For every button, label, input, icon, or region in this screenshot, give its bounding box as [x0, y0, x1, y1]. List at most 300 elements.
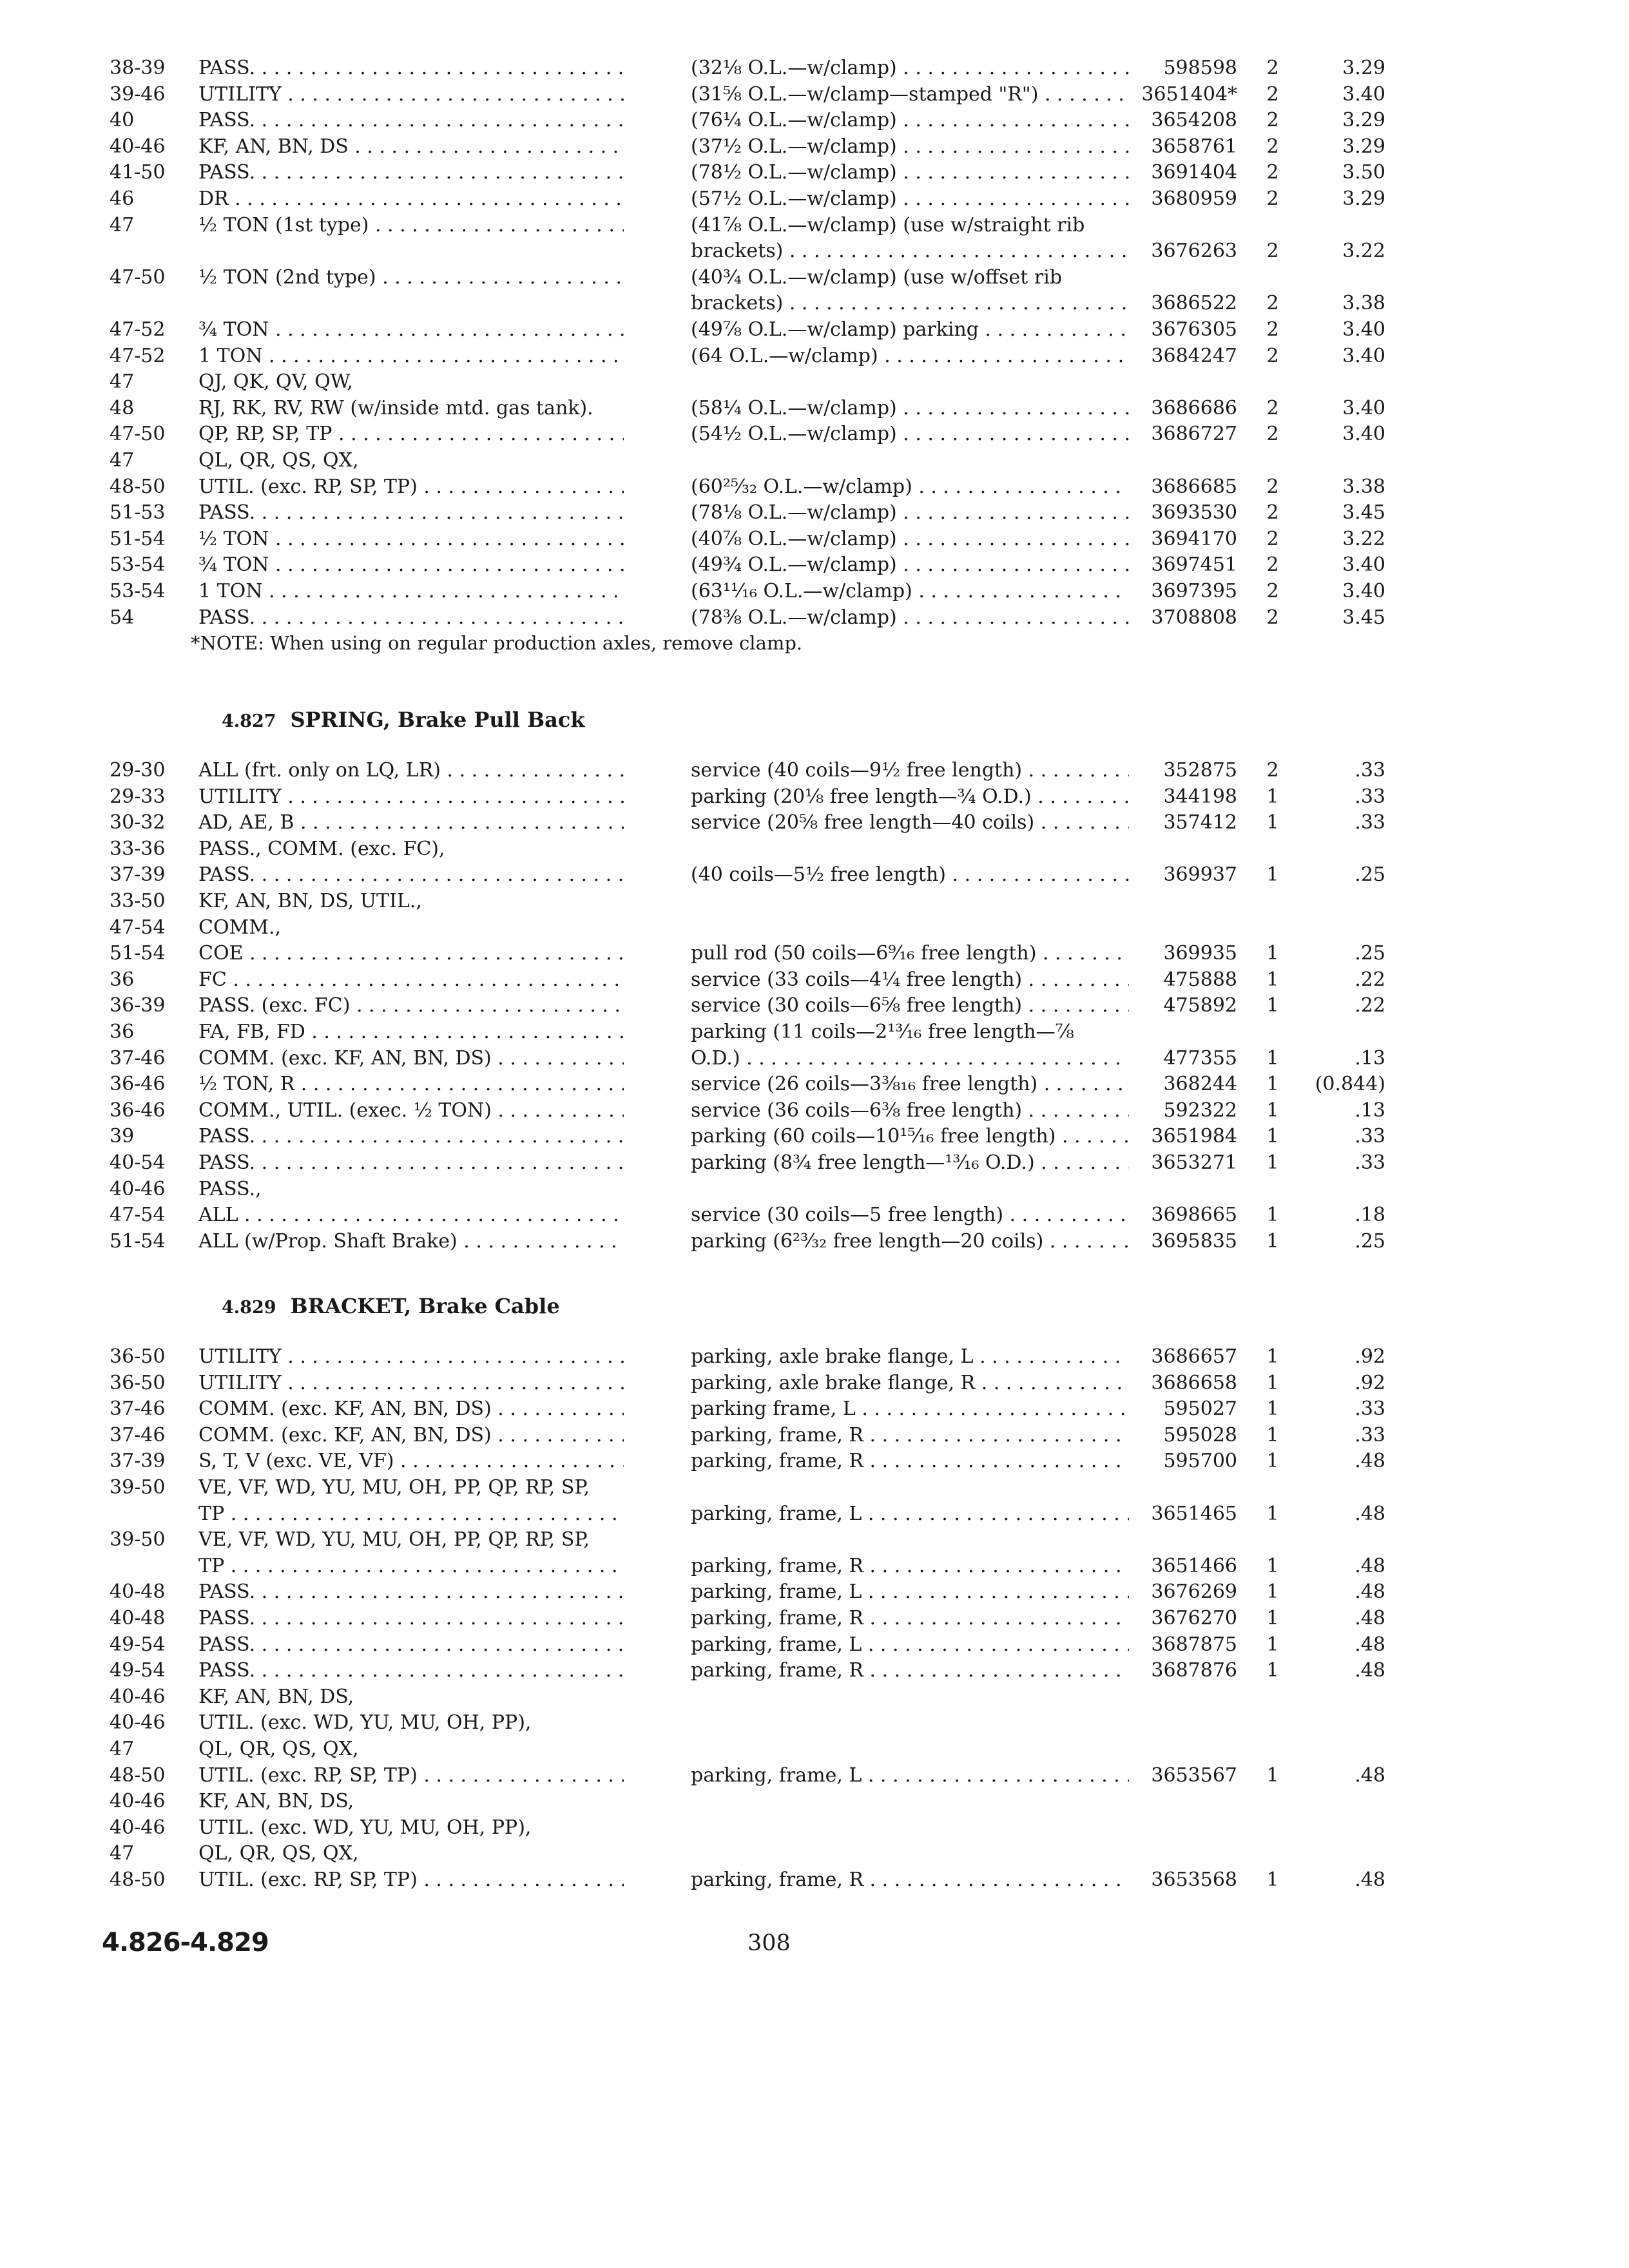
part-number: 3687875 [1151, 1633, 1237, 1656]
parts-row [0, 1344, 1629, 1370]
list-price: .33 [1354, 759, 1385, 782]
part-number: 595028 [1163, 1424, 1237, 1446]
quantity: 1 [1266, 1345, 1279, 1368]
parts-row [0, 1606, 1629, 1631]
parts-row [0, 1370, 1629, 1396]
model-applicability: COMM. (exc. KF, AN, BN, DS) . . . [198, 1423, 624, 1448]
part-description: brackets) . . . [691, 238, 1129, 264]
year-range: 41-50 [110, 161, 166, 184]
parts-row [0, 1579, 1629, 1605]
year-range: 53-54 [110, 553, 166, 576]
year-range: 36-39 [110, 994, 166, 1017]
parts-row [0, 448, 1629, 474]
model-applicability: UTIL. (exc. RP, SP, TP) . . . [198, 1867, 624, 1893]
quantity: 1 [1266, 1633, 1279, 1656]
list-price: 3.22 [1342, 240, 1385, 262]
quantity: 1 [1266, 811, 1279, 834]
part-description: (63¹¹⁄₁₆ O.L.—w/clamp) . . . [691, 579, 1129, 604]
model-applicability: PASS. . . . [198, 862, 624, 888]
year-range: 48-50 [110, 476, 166, 498]
part-number: 3680959 [1151, 187, 1237, 210]
parts-row [0, 1867, 1629, 1893]
year-range: 33-50 [110, 890, 166, 912]
quantity: 1 [1266, 1659, 1279, 1682]
list-price: .13 [1354, 1047, 1385, 1070]
quantity: 2 [1266, 397, 1279, 419]
parts-row [0, 1632, 1629, 1658]
quantity: 1 [1266, 1125, 1279, 1148]
year-range: 40-46 [110, 1686, 166, 1708]
part-number: 3686522 [1151, 292, 1237, 314]
parts-row [0, 836, 1629, 862]
model-applicability: DR . . . [198, 186, 624, 212]
part-number: 368244 [1163, 1073, 1237, 1095]
year-range: 36 [110, 1021, 135, 1043]
parts-row [0, 474, 1629, 500]
model-applicability: FA, FB, FD . . . [198, 1019, 624, 1045]
model-applicability: PASS. . . . [198, 1150, 624, 1176]
year-range: 40-46 [110, 1816, 166, 1839]
year-range: 39-50 [110, 1528, 166, 1551]
model-applicability: COMM., UTIL. (exec. ½ TON) . . . [198, 1098, 624, 1124]
part-number: 3687876 [1151, 1659, 1237, 1682]
part-number: 344198 [1163, 785, 1237, 808]
model-applicability: ½ TON, R . . . [198, 1072, 624, 1097]
part-number: 3651465 [1151, 1503, 1237, 1525]
parts-row [0, 889, 1629, 914]
year-range: 47-54 [110, 1204, 166, 1226]
quantity: 1 [1266, 1151, 1279, 1174]
quantity: 1 [1266, 785, 1279, 808]
part-number: 3658761 [1151, 135, 1237, 158]
list-price: 3.29 [1342, 57, 1385, 79]
parts-row [0, 1527, 1629, 1553]
year-range: 54 [110, 606, 135, 629]
part-description: parking (20⅛ free length—¾ O.D.) . . . [691, 784, 1129, 810]
part-description: service (20⅝ free length—40 coils) . . . [691, 810, 1129, 836]
part-number: 475892 [1163, 994, 1237, 1017]
model-applicability: UTILITY . . . [198, 784, 624, 810]
model-applicability: UTILITY . . . [198, 82, 624, 108]
part-number: 3676269 [1151, 1581, 1237, 1603]
list-price: .25 [1354, 942, 1385, 965]
year-range: 39-46 [110, 83, 166, 106]
model-applicability: PASS. . . . [198, 1579, 624, 1605]
part-number: 3708808 [1151, 606, 1237, 629]
model-applicability: ALL (frt. only on LQ, LR) . . . [198, 758, 624, 783]
list-price: 3.40 [1342, 83, 1385, 106]
part-number: 3676305 [1151, 318, 1237, 341]
year-range: 36 [110, 968, 135, 991]
part-number: 3686685 [1151, 476, 1237, 498]
year-range: 36-50 [110, 1345, 166, 1368]
quantity: 1 [1266, 942, 1279, 965]
parts-row [0, 369, 1629, 395]
part-description: (31⅝ O.L.—w/clamp—stamped "R") . . . [691, 82, 1129, 108]
part-number: 595027 [1163, 1398, 1237, 1420]
part-number: 3651984 [1151, 1125, 1237, 1148]
parts-row [0, 526, 1629, 552]
model-applicability: PASS. . . . [198, 108, 624, 133]
parts-row [0, 862, 1629, 888]
quantity: 2 [1266, 553, 1279, 576]
year-range: 40-46 [110, 1178, 166, 1200]
parts-row [0, 941, 1629, 966]
list-price: 3.45 [1342, 606, 1385, 629]
year-range: 47 [110, 1738, 135, 1760]
year-range: 37-46 [110, 1398, 166, 1420]
part-description: (64 O.L.—w/clamp) . . . [691, 343, 1129, 369]
part-description: service (26 coils—3⅜₁₆ free length) . . . [691, 1072, 1129, 1097]
year-range: 40-46 [110, 1711, 166, 1734]
part-number: 3698665 [1151, 1204, 1237, 1226]
parts-row [0, 1763, 1629, 1789]
part-number: 3686727 [1151, 423, 1237, 445]
model-applicability: 1 TON . . . [198, 579, 624, 604]
part-description: parking, axle brake flange, L . . . [691, 1344, 1129, 1370]
list-price: .25 [1354, 863, 1385, 886]
list-price: .48 [1354, 1555, 1385, 1577]
parts-row [0, 134, 1629, 160]
parts-row [0, 1150, 1629, 1176]
model-applicability: 1 TON . . . [198, 343, 624, 369]
part-number: 477355 [1163, 1047, 1237, 1070]
parts-row [0, 343, 1629, 369]
part-description: (37½ O.L.—w/clamp) . . . [691, 134, 1129, 160]
quantity: 2 [1266, 318, 1279, 341]
list-price: .33 [1354, 1424, 1385, 1446]
model-applicability: ALL (w/Prop. Shaft Brake) . . . [198, 1229, 624, 1254]
part-description: parking, axle brake flange, R . . . [691, 1370, 1129, 1396]
list-price: 3.29 [1342, 135, 1385, 158]
page-number: 308 [747, 1930, 791, 1956]
list-price: .48 [1354, 1659, 1385, 1682]
quantity: 1 [1266, 968, 1279, 991]
part-description: parking, frame, R . . . [691, 1448, 1129, 1474]
year-range: 46 [110, 187, 135, 210]
year-range: 40-48 [110, 1581, 166, 1603]
part-description: (49¾ O.L.—w/clamp) . . . [691, 552, 1129, 578]
quantity: 1 [1266, 1581, 1279, 1603]
model-applicability: PASS. . . . [198, 55, 624, 81]
part-description: parking, frame, L . . . [691, 1579, 1129, 1605]
model-applicability: QJ, QK, QV, QW, [198, 370, 353, 393]
year-range: 38-39 [110, 57, 166, 79]
parts-row [0, 1736, 1629, 1762]
part-number: 3653568 [1151, 1869, 1237, 1891]
part-description: parking, frame, R . . . [691, 1867, 1129, 1893]
list-price: .48 [1354, 1764, 1385, 1787]
year-range: 48 [110, 397, 135, 419]
list-price: .48 [1354, 1581, 1385, 1603]
year-range: 47-52 [110, 318, 166, 341]
parts-row [0, 758, 1629, 783]
part-description: service (30 coils—6⅝ free length) . . . [691, 993, 1129, 1019]
parts-row [0, 1046, 1629, 1072]
part-description: (40 coils—5½ free length) . . . [691, 862, 1129, 888]
list-price: (0.844) [1315, 1073, 1385, 1095]
quantity: 1 [1266, 863, 1279, 886]
part-number: 592322 [1163, 1099, 1237, 1122]
section-title: SPRING, Brake Pull Back [290, 707, 585, 732]
quantity: 1 [1266, 1230, 1279, 1253]
quantity: 2 [1266, 476, 1279, 498]
model-applicability: COMM. (exc. KF, AN, BN, DS) . . . [198, 1046, 624, 1072]
parts-row [0, 579, 1629, 604]
parts-row [0, 1229, 1629, 1254]
part-number: 3686658 [1151, 1372, 1237, 1394]
quantity: 1 [1266, 1503, 1279, 1525]
model-applicability: PASS. (exc. FC) . . . [198, 993, 624, 1019]
parts-row [0, 1815, 1629, 1841]
quantity: 2 [1266, 83, 1279, 106]
part-description: (49⅞ O.L.—w/clamp) parking . . . [691, 317, 1129, 343]
model-applicability: QP, RP, SP, TP . . . [198, 421, 624, 447]
parts-row [0, 1423, 1629, 1448]
quantity: 2 [1266, 528, 1279, 550]
list-price: 3.45 [1342, 501, 1385, 524]
year-range: 40-46 [110, 1790, 166, 1812]
model-applicability: PASS. . . . [198, 160, 624, 186]
model-applicability: COMM., [198, 916, 282, 939]
model-applicability: VE, VF, WD, YU, MU, OH, PP, QP, RP, SP, [198, 1528, 590, 1551]
list-price: 3.40 [1342, 553, 1385, 576]
quantity: 2 [1266, 240, 1279, 262]
quantity: 2 [1266, 135, 1279, 158]
list-price: .48 [1354, 1869, 1385, 1891]
parts-row [0, 213, 1629, 238]
year-range: 33-36 [110, 838, 166, 860]
model-applicability: ½ TON . . . [198, 526, 624, 552]
quantity: 1 [1266, 1047, 1279, 1070]
model-applicability: UTIL. (exc. RP, SP, TP) . . . [198, 1763, 624, 1789]
year-range: 47-50 [110, 423, 166, 445]
part-number: 3686686 [1151, 397, 1237, 419]
part-number: 3653271 [1151, 1151, 1237, 1174]
list-price: .48 [1354, 1450, 1385, 1472]
year-range: 47 [110, 1842, 135, 1865]
part-description: parking, frame, L . . . [691, 1763, 1129, 1789]
year-range: 53-54 [110, 580, 166, 602]
parts-row [0, 421, 1629, 447]
part-number: 3694170 [1151, 528, 1237, 550]
quantity: 1 [1266, 1073, 1279, 1095]
list-price: .22 [1354, 968, 1385, 991]
list-price: 3.38 [1342, 292, 1385, 314]
year-range: 36-50 [110, 1372, 166, 1394]
part-description: pull rod (50 coils—6⁹⁄₁₆ free length) . . . [691, 941, 1129, 966]
part-description: (78⅜ O.L.—w/clamp) . . . [691, 605, 1129, 631]
part-number: 3684247 [1151, 345, 1237, 367]
model-applicability: QL, QR, QS, QX, [198, 449, 359, 472]
section-heading [222, 707, 585, 732]
quantity: 1 [1266, 1372, 1279, 1394]
list-price: .33 [1354, 1398, 1385, 1420]
list-price: .22 [1354, 994, 1385, 1017]
model-applicability: PASS., COMM. (exc. FC), [198, 838, 445, 860]
part-description: parking, frame, L . . . [691, 1632, 1129, 1658]
list-price: .33 [1354, 1151, 1385, 1174]
list-price: 3.29 [1342, 109, 1385, 131]
list-price: 3.40 [1342, 580, 1385, 602]
quantity: 1 [1266, 1607, 1279, 1629]
quantity: 2 [1266, 292, 1279, 314]
model-applicability: ½ TON (2nd type) . . . [198, 265, 624, 291]
parts-row [0, 500, 1629, 526]
parts-row [0, 82, 1629, 108]
year-range: 47-54 [110, 916, 166, 939]
list-price: 3.40 [1342, 423, 1385, 445]
part-number: 3686657 [1151, 1345, 1237, 1368]
part-number: 3697451 [1151, 553, 1237, 576]
part-description: service (40 coils—9½ free length) . . . [691, 758, 1129, 783]
parts-row [0, 1710, 1629, 1736]
part-number: 598598 [1163, 57, 1237, 79]
year-range: 49-54 [110, 1633, 166, 1656]
part-description: (78⅛ O.L.—w/clamp) . . . [691, 500, 1129, 526]
year-range: 40-46 [110, 135, 166, 158]
model-applicability: KF, AN, BN, DS, [198, 1790, 354, 1812]
footnote: *NOTE: When using on regular production axles, remove clamp. [191, 632, 803, 654]
model-applicability: ½ TON (1st type) . . . [198, 213, 624, 238]
part-description: (58¼ O.L.—w/clamp) . . . [691, 396, 1129, 421]
part-description: service (33 coils—4¼ free length) . . . [691, 967, 1129, 993]
year-range: 51-54 [110, 1230, 166, 1253]
year-range: 47 [110, 449, 135, 472]
part-description: (32⅛ O.L.—w/clamp) . . . [691, 55, 1129, 81]
part-number: 3651466 [1151, 1555, 1237, 1577]
year-range: 37-39 [110, 1450, 166, 1472]
parts-row [0, 605, 1629, 631]
model-applicability: PASS. . . . [198, 500, 624, 526]
model-applicability: COE . . . [198, 941, 624, 966]
year-range: 37-46 [110, 1424, 166, 1446]
year-range: 40-48 [110, 1607, 166, 1629]
part-description: (60²⁵⁄₃₂ O.L.—w/clamp) . . . [691, 474, 1129, 500]
year-range: 49-54 [110, 1659, 166, 1682]
model-applicability: FC . . . [198, 967, 624, 993]
part-description: (76¼ O.L.—w/clamp) . . . [691, 108, 1129, 133]
model-applicability: PASS. . . . [198, 1606, 624, 1631]
parts-row [0, 1501, 1629, 1527]
model-applicability: PASS. . . . [198, 605, 624, 631]
part-description: service (36 coils—6⅜ free length) . . . [691, 1098, 1129, 1124]
model-applicability: KF, AN, BN, DS . . . [198, 134, 624, 160]
page-range-code: 4.826-4.829 [102, 1928, 269, 1957]
quantity: 1 [1266, 1450, 1279, 1472]
year-range: 47-50 [110, 266, 166, 289]
model-applicability: ALL . . . [198, 1202, 624, 1228]
year-range: 47-52 [110, 345, 166, 367]
parts-row [0, 1475, 1629, 1501]
part-description: parking (6²³⁄₃₂ free length—20 coils) . . . [691, 1229, 1129, 1254]
model-applicability: ¾ TON . . . [198, 317, 624, 343]
quantity: 2 [1266, 345, 1279, 367]
part-description: parking frame, L . . . [691, 1396, 1129, 1422]
part-description: service (30 coils—5 free length) . . . [691, 1202, 1129, 1228]
part-description: parking, frame, R . . . [691, 1606, 1129, 1631]
part-description: (41⅞ O.L.—w/clamp) (use w/straight rib [691, 214, 1085, 236]
year-range: 29-30 [110, 759, 166, 782]
parts-row [0, 1098, 1629, 1124]
part-description: parking (60 coils—10¹⁵⁄₁₆ free length) . . . [691, 1124, 1129, 1149]
model-applicability: TP . . . [198, 1553, 624, 1579]
year-range: 51-54 [110, 528, 166, 550]
parts-row [0, 265, 1629, 291]
parts-row [0, 1658, 1629, 1684]
parts-row [0, 55, 1629, 81]
parts-row [0, 810, 1629, 836]
quantity: 2 [1266, 606, 1279, 629]
list-price: .18 [1354, 1204, 1385, 1226]
part-description: (40⅞ O.L.—w/clamp) . . . [691, 526, 1129, 552]
parts-row [0, 915, 1629, 941]
list-price: 3.38 [1342, 476, 1385, 498]
part-description: parking, frame, R . . . [691, 1553, 1129, 1579]
year-range: 48-50 [110, 1764, 166, 1787]
list-price: 3.40 [1342, 345, 1385, 367]
quantity: 1 [1266, 1099, 1279, 1122]
model-applicability: UTIL. (exc. RP, SP, TP) . . . [198, 474, 624, 500]
model-applicability: PASS. . . . [198, 1658, 624, 1684]
part-description: (54½ O.L.—w/clamp) . . . [691, 421, 1129, 447]
part-number: 3676263 [1151, 240, 1237, 262]
model-applicability: UTIL. (exc. WD, YU, MU, OH, PP), [198, 1711, 532, 1734]
parts-row [0, 186, 1629, 212]
part-description: parking (8¾ free length—¹³⁄₁₆ O.D.) . . . [691, 1150, 1129, 1176]
model-applicability: ¾ TON . . . [198, 552, 624, 578]
list-price: 3.50 [1342, 161, 1385, 184]
model-applicability: UTILITY . . . [198, 1344, 624, 1370]
list-price: 3.22 [1342, 528, 1385, 550]
list-price: .13 [1354, 1099, 1385, 1122]
parts-row [0, 1684, 1629, 1710]
list-price: 3.29 [1342, 187, 1385, 210]
parts-row [0, 1202, 1629, 1228]
year-range: 51-54 [110, 942, 166, 965]
model-applicability: COMM. (exc. KF, AN, BN, DS) . . . [198, 1396, 624, 1422]
parts-row [0, 238, 1629, 264]
parts-row [0, 1448, 1629, 1474]
quantity: 2 [1266, 501, 1279, 524]
parts-row [0, 291, 1629, 316]
part-number: 3651404* [1141, 83, 1237, 106]
part-description: (78½ O.L.—w/clamp) . . . [691, 160, 1129, 186]
parts-row [0, 396, 1629, 421]
list-price: .33 [1354, 785, 1385, 808]
list-price: .92 [1354, 1345, 1385, 1368]
quantity: 2 [1266, 580, 1279, 602]
parts-row [0, 1396, 1629, 1422]
model-applicability: VE, VF, WD, YU, MU, OH, PP, QP, RP, SP, [198, 1476, 590, 1499]
model-applicability: PASS., [198, 1178, 262, 1200]
list-price: .33 [1354, 1125, 1385, 1148]
parts-row [0, 1789, 1629, 1814]
list-price: 3.40 [1342, 397, 1385, 419]
model-applicability: KF, AN, BN, DS, [198, 1686, 354, 1708]
parts-row [0, 1072, 1629, 1097]
model-applicability: QL, QR, QS, QX, [198, 1842, 359, 1865]
model-applicability: UTILITY . . . [198, 1370, 624, 1396]
parts-row [0, 967, 1629, 993]
parts-row [0, 160, 1629, 186]
quantity: 1 [1266, 1398, 1279, 1420]
year-range: 36-46 [110, 1073, 166, 1095]
parts-row [0, 1177, 1629, 1202]
quantity: 2 [1266, 423, 1279, 445]
part-number: 475888 [1163, 968, 1237, 991]
parts-row [0, 552, 1629, 578]
